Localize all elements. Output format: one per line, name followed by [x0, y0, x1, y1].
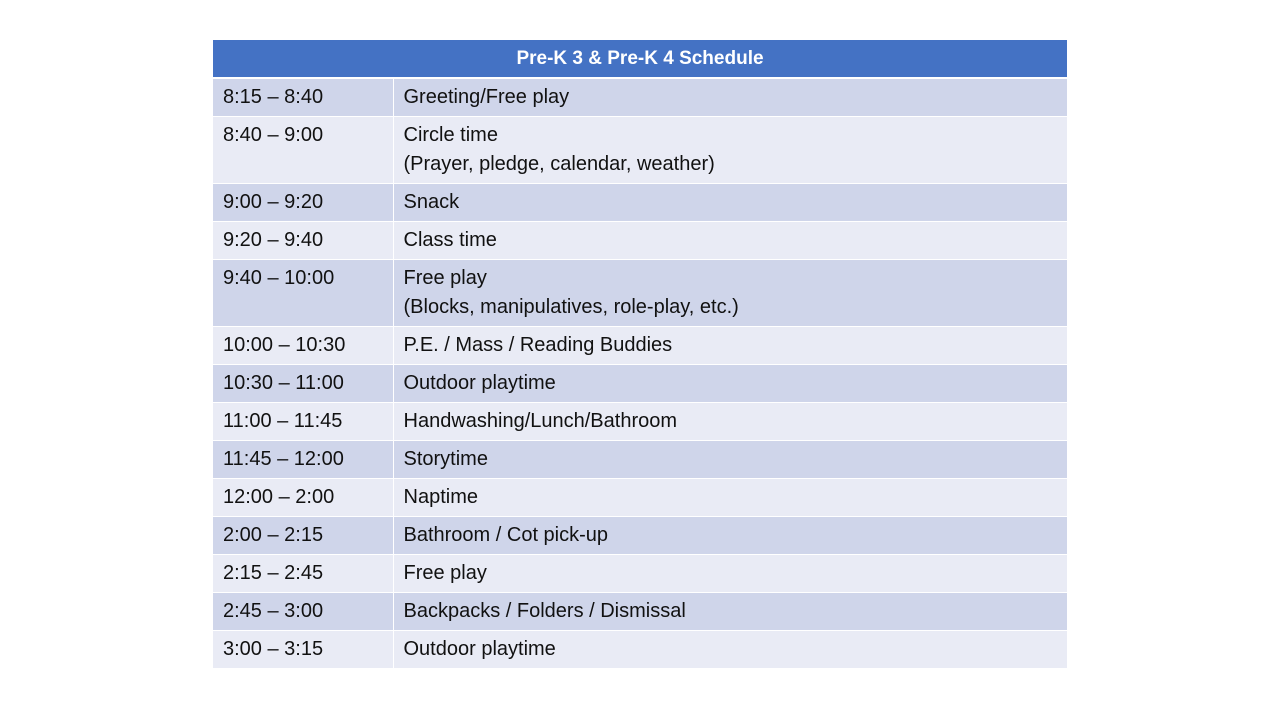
time-cell: 9:40 – 10:00 — [213, 260, 393, 327]
activity-cell — [393, 327, 1067, 365]
activity-label: Class time — [403, 229, 497, 251]
activity-cell — [393, 403, 1067, 441]
activity-cell — [393, 117, 1067, 184]
activity-label: P.E. / Mass / Reading Buddies — [403, 334, 673, 356]
schedule-title: Pre-K 3 & Pre-K 4 Schedule — [213, 40, 1067, 78]
schedule-body — [213, 78, 1067, 669]
time-cell: 11:00 – 11:45 — [213, 403, 393, 441]
time-cell: 9:20 – 9:40 — [213, 222, 393, 260]
schedule-row — [213, 479, 1067, 517]
activity-detail: (Prayer, pledge, calendar, weather) — [403, 153, 715, 175]
activity-label: Greeting/Free play — [403, 86, 570, 108]
activity-cell — [393, 260, 1067, 327]
activity-label: Free play — [403, 562, 487, 584]
header-row — [213, 40, 1067, 78]
schedule-row — [213, 365, 1067, 403]
schedule-row — [213, 78, 1067, 117]
activity-label: Free play — [403, 267, 487, 289]
schedule-row — [213, 517, 1067, 555]
activity-label: Naptime — [403, 486, 478, 508]
activity-label: Handwashing/Lunch/Bathroom — [403, 410, 678, 432]
time-cell: 11:45 – 12:00 — [213, 441, 393, 479]
time-cell: 3:00 – 3:15 — [213, 631, 393, 669]
schedule-row — [213, 555, 1067, 593]
schedule-row — [213, 327, 1067, 365]
time-cell: 2:00 – 2:15 — [213, 517, 393, 555]
schedule-row — [213, 593, 1067, 631]
time-cell: 9:00 – 9:20 — [213, 184, 393, 222]
activity-label: Backpacks / Folders / Dismissal — [403, 600, 686, 622]
activity-cell — [393, 184, 1067, 222]
activity-cell — [393, 593, 1067, 631]
activity-cell — [393, 222, 1067, 260]
schedule-table — [213, 40, 1067, 669]
schedule-row — [213, 260, 1067, 327]
activity-cell — [393, 365, 1067, 403]
time-cell: 12:00 – 2:00 — [213, 479, 393, 517]
time-cell: 2:45 – 3:00 — [213, 593, 393, 631]
time-cell: 8:15 – 8:40 — [213, 78, 393, 117]
schedule-row — [213, 222, 1067, 260]
activity-cell — [393, 517, 1067, 555]
activity-cell — [393, 479, 1067, 517]
activity-label: Snack — [403, 191, 460, 213]
schedule-row — [213, 441, 1067, 479]
schedule-row — [213, 184, 1067, 222]
activity-cell — [393, 441, 1067, 479]
schedule-row — [213, 631, 1067, 669]
schedule-row — [213, 403, 1067, 441]
activity-label: Outdoor playtime — [403, 638, 556, 660]
activity-label: Circle time — [403, 124, 498, 146]
activity-cell — [393, 631, 1067, 669]
time-cell: 8:40 – 9:00 — [213, 117, 393, 184]
time-cell: 2:15 – 2:45 — [213, 555, 393, 593]
activity-cell — [393, 555, 1067, 593]
time-cell: 10:00 – 10:30 — [213, 327, 393, 365]
activity-label: Outdoor playtime — [403, 372, 556, 394]
activity-label: Storytime — [403, 448, 488, 470]
schedule-row — [213, 117, 1067, 184]
activity-cell — [393, 78, 1067, 117]
activity-detail: (Blocks, manipulatives, role-play, etc.) — [403, 296, 739, 318]
time-cell: 10:30 – 11:00 — [213, 365, 393, 403]
activity-label: Bathroom / Cot pick-up — [403, 524, 609, 546]
